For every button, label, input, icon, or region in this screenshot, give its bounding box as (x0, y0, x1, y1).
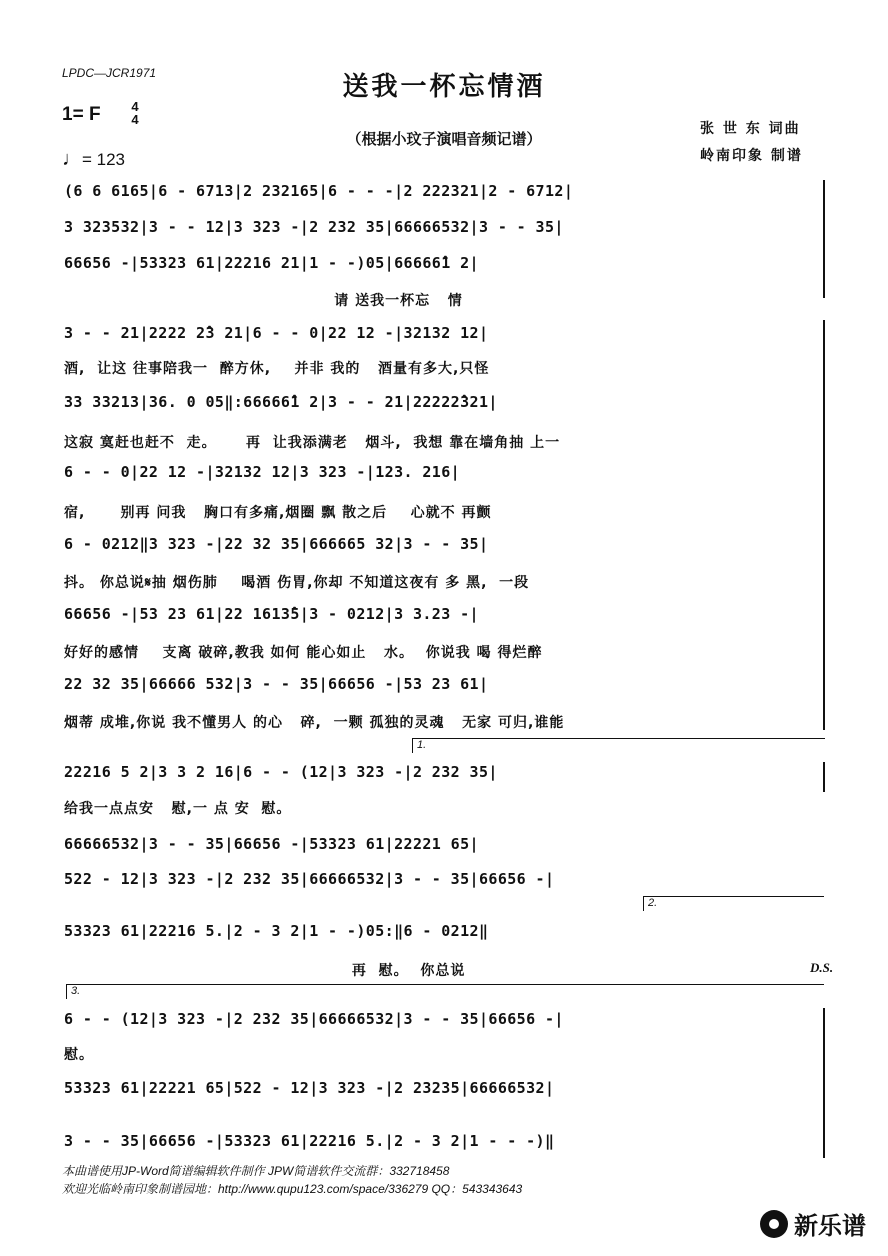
lyric-row-10: 给我一点点安 慰,一 点 安 慰。 (64, 801, 292, 817)
volta-second-ending (643, 896, 824, 911)
score-row-10: 22216 5 2|3 3 2 16|6 - - (12|3 323 -|2 232 35| (64, 763, 498, 781)
lyric-row-9: 烟蒂 成堆,你说 我不懂男人 的心 碎, 一颗 孤独的灵魂 无家 可归,谁能 (64, 715, 565, 731)
volta-first-ending (412, 738, 825, 753)
lyric-row-5: 这寂 寞赶也赶不 走。 再 让我添满老 烟斗, 我想 靠在墙角抽 上一 (64, 435, 561, 451)
logo-text: 新乐谱 (794, 1212, 866, 1240)
score-row-11: 66666532|3 - - 35|66656 -|53323 61|22221 65| (64, 835, 479, 853)
volta-third-label: 3. (71, 985, 81, 997)
system-barline (823, 390, 825, 730)
volta-third-ending (66, 984, 824, 999)
score-row-9: 22 32 35|66666 532|3 - - 35|66656 -|53 23 61| (64, 675, 489, 693)
record-disc-icon (760, 1210, 788, 1238)
quarter-note-icon: ♩ (62, 148, 82, 170)
score-row-15: 53323 61|22221 65|522 - 12|3 323 -|2 23235|66666532| (64, 1079, 555, 1097)
site-logo (760, 1206, 866, 1241)
credit-arranger: 岭南印象 制谱 (700, 148, 803, 164)
time-signature (128, 100, 142, 126)
subtitle: （根据小玟子演唱音频记谱） (346, 130, 542, 148)
meter-bottom: 4 (131, 112, 139, 127)
volta-first-label: 1. (417, 739, 427, 751)
lyric-row-3: 请 送我一杯忘 情 (64, 293, 463, 309)
credit-lyrics: 张 世 东 词曲 (700, 121, 801, 137)
score-row-5: 33 33213|36. 0 05‖:66666̂1 2|3 - - 21|22222̂321| (64, 393, 498, 411)
score-row-1: (6 6 6165|6 - 6713|2 232165|6 - - -|2 222321|2 - 6712| (64, 182, 574, 200)
song-title: 送我一杯忘情酒 (342, 72, 546, 102)
tempo-marking (62, 148, 125, 171)
system-barline (823, 762, 825, 792)
footer-software-note: 本曲谱使用JP-Word简谱编辑软件制作 JPW简谱软件交流群：332718458 (62, 1164, 450, 1178)
score-row-3: 66656 -|53323 61|22216 21|1 - -)05|66666̂1 2| (64, 254, 479, 272)
volta-second-label: 2. (648, 897, 658, 909)
score-row-4: 3 - - 21|2222 2̂3 21|6 - - 0|22 12 -|32132 12| (64, 324, 489, 342)
score-row-8: 66656 -|53 23 61|22 1613̂5|3 - 0212|3 3.23 -| (64, 605, 479, 623)
lyric-row-7: 抖。 你总说𝄋抽 烟伤肺 喝酒 伤胃,你却 不知道这夜有 多 黑, 一段 (64, 575, 530, 591)
score-row-7: 6 - 0212‖3 323 -|22 32 35|666665 32|3 - - 35| (64, 535, 489, 553)
system-barline (823, 180, 825, 298)
ds-mark: D.S. (810, 960, 834, 975)
system-barline (823, 1008, 825, 1158)
lyric-row-8: 好好的感情 支离 破碎,教我 如何 能心如止 水。 你说我 喝 得烂醉 (64, 645, 543, 661)
footer-website-note: 欢迎光临岭南印象制谱园地：http://www.qupu123.com/space/336279 QQ：543343643 (62, 1182, 523, 1196)
key-signature: 1= F (62, 104, 101, 125)
lyric-row-14: 慰。 (64, 1047, 94, 1063)
score-row-12: 522 - 12|3 323 -|2 232 35|66666532|3 - - 35|66656 -| (64, 870, 555, 888)
score-row-16: 3 - - 35|66656 -|53323 61|22216 5.|2 - 3 2|1 - - -)‖ (64, 1132, 555, 1150)
score-row-6: 6 - - 0|22 12 -|32132 12|3 323 -|123. 216| (64, 463, 461, 481)
lyric-row-13: 再 慰。 你总说 (64, 963, 466, 979)
score-row-2: 3 323532|3 - - 12|3 323 -|2 232 35|66666532|3 - - 35| (64, 218, 564, 236)
lyric-row-4: 酒, 让这 往事陪我一 醉方休, 并非 我的 酒量有多大,只怪 (64, 361, 490, 377)
tempo-value: = 123 (82, 150, 126, 169)
meter-top: 4 (131, 99, 139, 114)
lyric-row-6: 宿, 别再 问我 胸口有多痛,烟圈 飘 散之后 心就不 再颤 (64, 505, 492, 521)
score-code: LPDC—JCR1971 (62, 66, 157, 80)
score-row-13: 53323 61|22216 5.|2 - 3 2|1 - -)05:‖6 - 0212‖ (64, 922, 489, 940)
score-row-14: 6 - - (12|3 323 -|2 232 35|66666532|3 - - 35|66656 -| (64, 1010, 564, 1028)
